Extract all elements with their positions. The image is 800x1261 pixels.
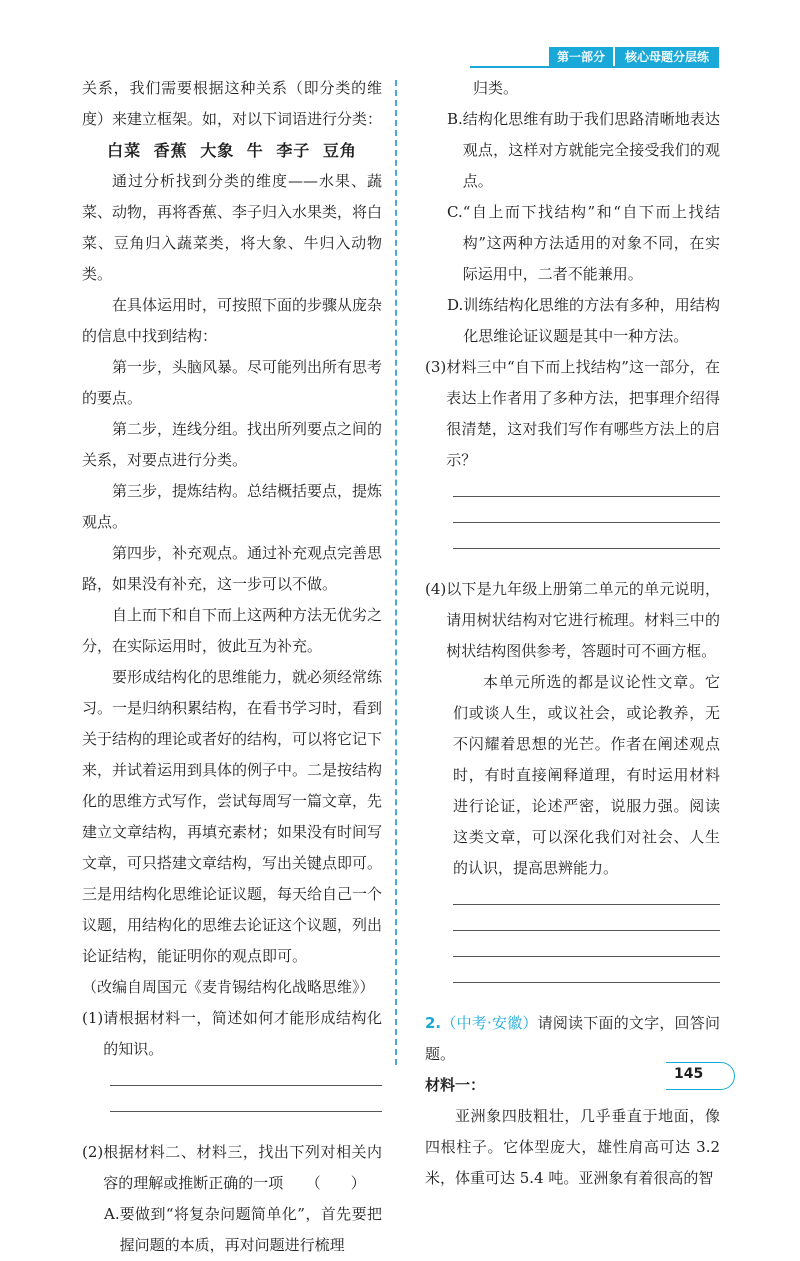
option-label: C. xyxy=(447,203,463,221)
question-3 xyxy=(425,352,720,476)
answer-line[interactable] xyxy=(453,522,720,523)
option-label: A. xyxy=(104,1205,120,1223)
answer-line[interactable] xyxy=(453,982,720,983)
option-label: D. xyxy=(447,296,464,314)
question-2 xyxy=(82,1137,382,1199)
option-d xyxy=(425,290,720,352)
right-column xyxy=(425,73,720,1194)
paragraph: 自上而下和自下而上这两种方法无优劣之分，在实际运用时，彼此互为补充。 xyxy=(82,606,383,655)
column-divider xyxy=(395,80,397,1065)
option-a xyxy=(82,1199,382,1261)
option-text: 训练结构化思维的方法有多种，用结构化思维论证议题是其中一种方法。 xyxy=(463,296,720,345)
question-4 xyxy=(425,574,720,667)
answer-line[interactable] xyxy=(453,496,720,497)
header-title: 核心母题分层练 xyxy=(615,47,719,67)
question-text: 请根据材料一，简述如何才能形成结构化的知识。 xyxy=(103,1009,382,1058)
step-2: 第二步，连线分组。找出所列要点之间的关系，对要点进行分类。 xyxy=(82,420,383,469)
question-number: (4) xyxy=(425,580,447,598)
material-heading: 材料一： xyxy=(425,1076,486,1094)
question-text: 根据材料二、材料三，找出下列对相关内容的理解或推断正确的一项 （ ） xyxy=(103,1143,382,1192)
page-number: 145 xyxy=(674,1066,704,1082)
material-text: 亚洲象四肢粗壮，几乎垂直于地面，像四根柱子。它体型庞大，雄性肩高可达 3.2 米，体重可达 5.4 吨。亚洲象有着很高的智 xyxy=(425,1107,720,1187)
option-text: 结构化思维有助于我们思路清晰地表达观点，这样对方就能完全接受我们的观点。 xyxy=(462,110,720,190)
option-a-continued: 归类。 xyxy=(473,79,519,97)
question-number: (2) xyxy=(82,1143,104,1161)
answer-line[interactable] xyxy=(453,904,720,905)
option-c xyxy=(425,197,720,290)
answer-line[interactable] xyxy=(110,1111,382,1112)
question-1 xyxy=(82,1003,382,1065)
option-label: B. xyxy=(447,110,463,128)
question-2-main xyxy=(425,1008,720,1070)
word-list: 白菜 香蕉 大象 牛 李子 豆角 xyxy=(107,141,357,160)
option-text: 要做到“将复杂问题简单化”，首先要把握问题的本质，再对问题进行梳理 xyxy=(119,1205,382,1254)
paragraph: 通过分析找到分类的维度——水果、蔬菜、动物，再将香蕉、李子归入水果类，将白菜、豆角归入蔬菜类，将大象、牛归入动物类。 xyxy=(82,172,383,283)
paragraph: 关系，我们需要根据这种关系（即分类的维度）来建立框架。如，对以下词语进行分类： xyxy=(82,79,383,128)
question-number: 2. xyxy=(425,1014,442,1032)
answer-line[interactable] xyxy=(453,956,720,957)
question-source: （中考·安徽） xyxy=(441,1014,538,1032)
answer-line[interactable] xyxy=(110,1085,382,1086)
option-b xyxy=(425,104,720,197)
question-text: 材料三中“自下而上找结构”这一部分，在表达上作者用了多种方法，把事理介绍得很清楚，这对我们写作有哪些方法上的启示？ xyxy=(446,358,720,469)
answer-line[interactable] xyxy=(453,930,720,931)
source-citation: （改编自周国元《麦肯锡结构化战略思维》） xyxy=(82,978,375,996)
option-text: “自上而下找结构”和“自下而上找结构”这两种方法适用的对象不同，在实际运用中，二者不能兼用。 xyxy=(462,203,720,283)
step-1: 第一步，头脑风暴。尽可能列出所有思考的要点。 xyxy=(82,358,383,407)
page-header xyxy=(549,47,719,67)
header-part: 第一部分 xyxy=(549,47,613,67)
question-text: 请阅读下面的文字，回答问题。 xyxy=(425,1014,720,1063)
step-4: 第四步，补充观点。通过补充观点完善思路，如果没有补充，这一步可以不做。 xyxy=(82,544,383,593)
question-number: (3) xyxy=(425,358,447,376)
paragraph: 要形成结构化的思维能力，就必须经常练习。一是归纳积累结构，在看书学习时，看到关于结构的理论或者好的结构，可以将它记下来，并试着运用到具体的例子中。二是按结构化的思维方式写作，尝试每周写一篇文章，先建立文章结构，再填充素材；如果没有时间写文章，可只搭建文章结构，写出关键点即可。三是用结构化思维论证议题，每天给自己一个议题，用结构化的思维去论证这个议题，列出论证结构，能证明你的观点即可。 xyxy=(82,668,383,965)
question-number: (1) xyxy=(82,1009,104,1027)
answer-line[interactable] xyxy=(453,548,720,549)
paragraph: 在具体运用时，可按照下面的步骤从庞杂的信息中找到结构： xyxy=(82,296,383,345)
left-column xyxy=(82,73,382,1261)
question-text: 以下是九年级上册第二单元的单元说明，请用树状结构对它进行梳理。材料三中的树状结构图供参考，答题时可不画方框。 xyxy=(446,580,720,660)
header-rule xyxy=(470,66,719,68)
unit-description: 本单元所选的都是议论性文章。它们或谈人生，或议社会，或论教养，无不闪耀着思想的光芒。作者在阐述观点时，有时直接阐释道理，有时运用材料进行论证，论述严密，说服力强。阅读这类文章，可以深化我们对社会、人生的认识，提高思辨能力。 xyxy=(453,673,720,877)
step-3: 第三步，提炼结构。总结概括要点，提炼观点。 xyxy=(82,482,383,531)
